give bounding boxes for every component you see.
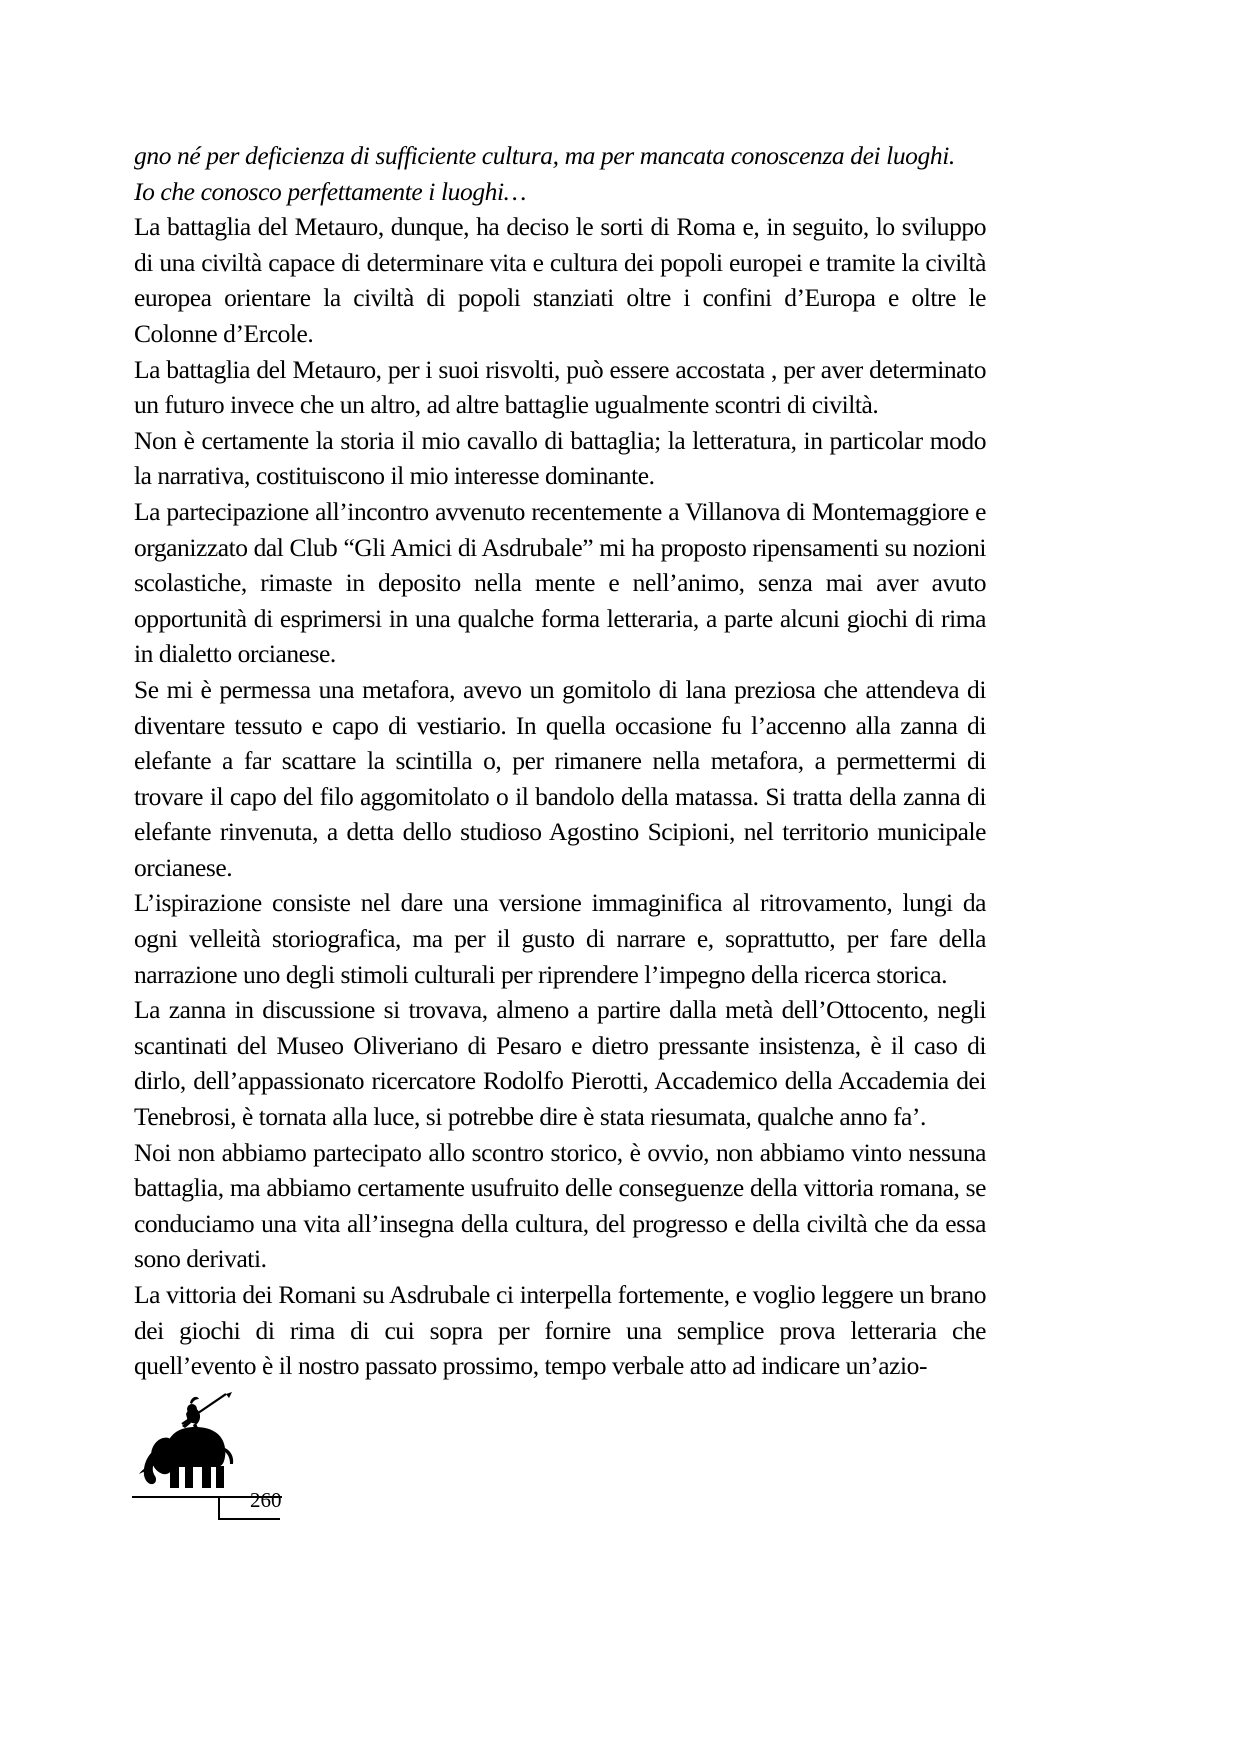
body-paragraph-7: La zanna in discussione si trovava, almeno a partire dalla metà dell’Ottocento, negli scantinati del Museo Oliveriano di Pesaro e dietro pressante insistenza, è il caso di dirlo, dell’appassionato ricercatore Rodolfo Pierotti, Accademico della Accademia dei Tenebrosi, è tornata alla luce, si potrebbe dire è stata riesumata, qualche anno fa’. (134, 995, 986, 1132)
body-paragraph-3: Non è certamente la storia il mio cavallo di battaglia; la letteratura, in particolar modo la narrativa, costituiscono il mio interesse dominante. (134, 425, 986, 491)
lead-italic-paragraph: gno né per deficienza di sufficiente cultura, ma per mancata conoscenza dei luoghi. (134, 141, 955, 170)
footer-rule-baseline (218, 1518, 280, 1520)
body-paragraph-8: Noi non abbiamo partecipato allo scontro storico, è ovvio, non abbiamo vinto nessuna battaglia, ma abbiamo certamente usufruito delle conseguenze della vittoria romana, se conduciamo una vita all’insegna della cultura, del progresso e della civiltà che da essa sono derivati. (134, 1137, 986, 1274)
lead-italic-line: Io che conosco perfettamente i luoghi… (134, 176, 526, 206)
body-paragraph-1: La battaglia del Metauro, dunque, ha deciso le sorti di Roma e, in seguito, lo sviluppo di una civiltà capace di determinare vita e cultura dei popoli europei e tramite la civiltà europea orientare la civiltà di popoli stanziati oltre i confini d’Europa e oltre le Colonne d’Ercole. (134, 212, 986, 348)
page-footer (130, 1390, 430, 1540)
body-paragraph-4: La partecipazione all’incontro avvenuto recentemente a Villanova di Montemaggiore e organizzato dal Club “Gli Amici di Asdrubale” mi ha proposto ripensamenti su nozioni scolastiche, rimaste in deposito nella mente e nell’animo, senza mai aver avuto opportunità di esprimersi in una qualche forma letteraria, a parte alcuni giochi di rima in dialetto orcianese. (134, 496, 986, 669)
text-column (134, 138, 986, 1384)
elephant-with-rider-icon (130, 1390, 260, 1500)
body-paragraph-2: La battaglia del Metauro, per i suoi risvolti, può essere accostata , per aver determinato un futuro invece che un altro, ad altre battaglie ugualmente scontri di civiltà. (134, 354, 986, 420)
body-paragraph-5: Se mi è permessa una metafora, avevo un gomitolo di lana preziosa che attendeva di diventare tessuto e capo di vestiario. In quella occasione fu l’accenno alla zanna di elefante a far scattare la scintilla o, per rimanere nella metafora, a permettermi di trovare il capo del filo aggomitolato o il bandolo della matassa. Si tratta della zanna di elefante rinvenuta, a detta dello studioso Agostino Scipioni, nel territorio municipale orcianese. (134, 674, 986, 882)
body-paragraph-9: La vittoria dei Romani su Asdrubale ci interpella fortemente, e voglio leggere un brano dei giochi di rima di cui sopra per fornire una semplice prova letteraria che quell’evento è il nostro passato prossimo, tempo verbale atto ad indicare un’azio- (134, 1280, 986, 1381)
footer-rule-vertical (218, 1496, 220, 1520)
page-number: 260 (250, 1488, 282, 1512)
body-paragraph-6: L’ispirazione consiste nel dare una versione immaginifica al ritrovamento, lungi da ogni velleità storiografica, ma per il gusto di narrare e, soprattutto, per fare della narrazione uno degli stimoli culturali per riprendere l’impegno della ricerca storica. (134, 888, 986, 989)
